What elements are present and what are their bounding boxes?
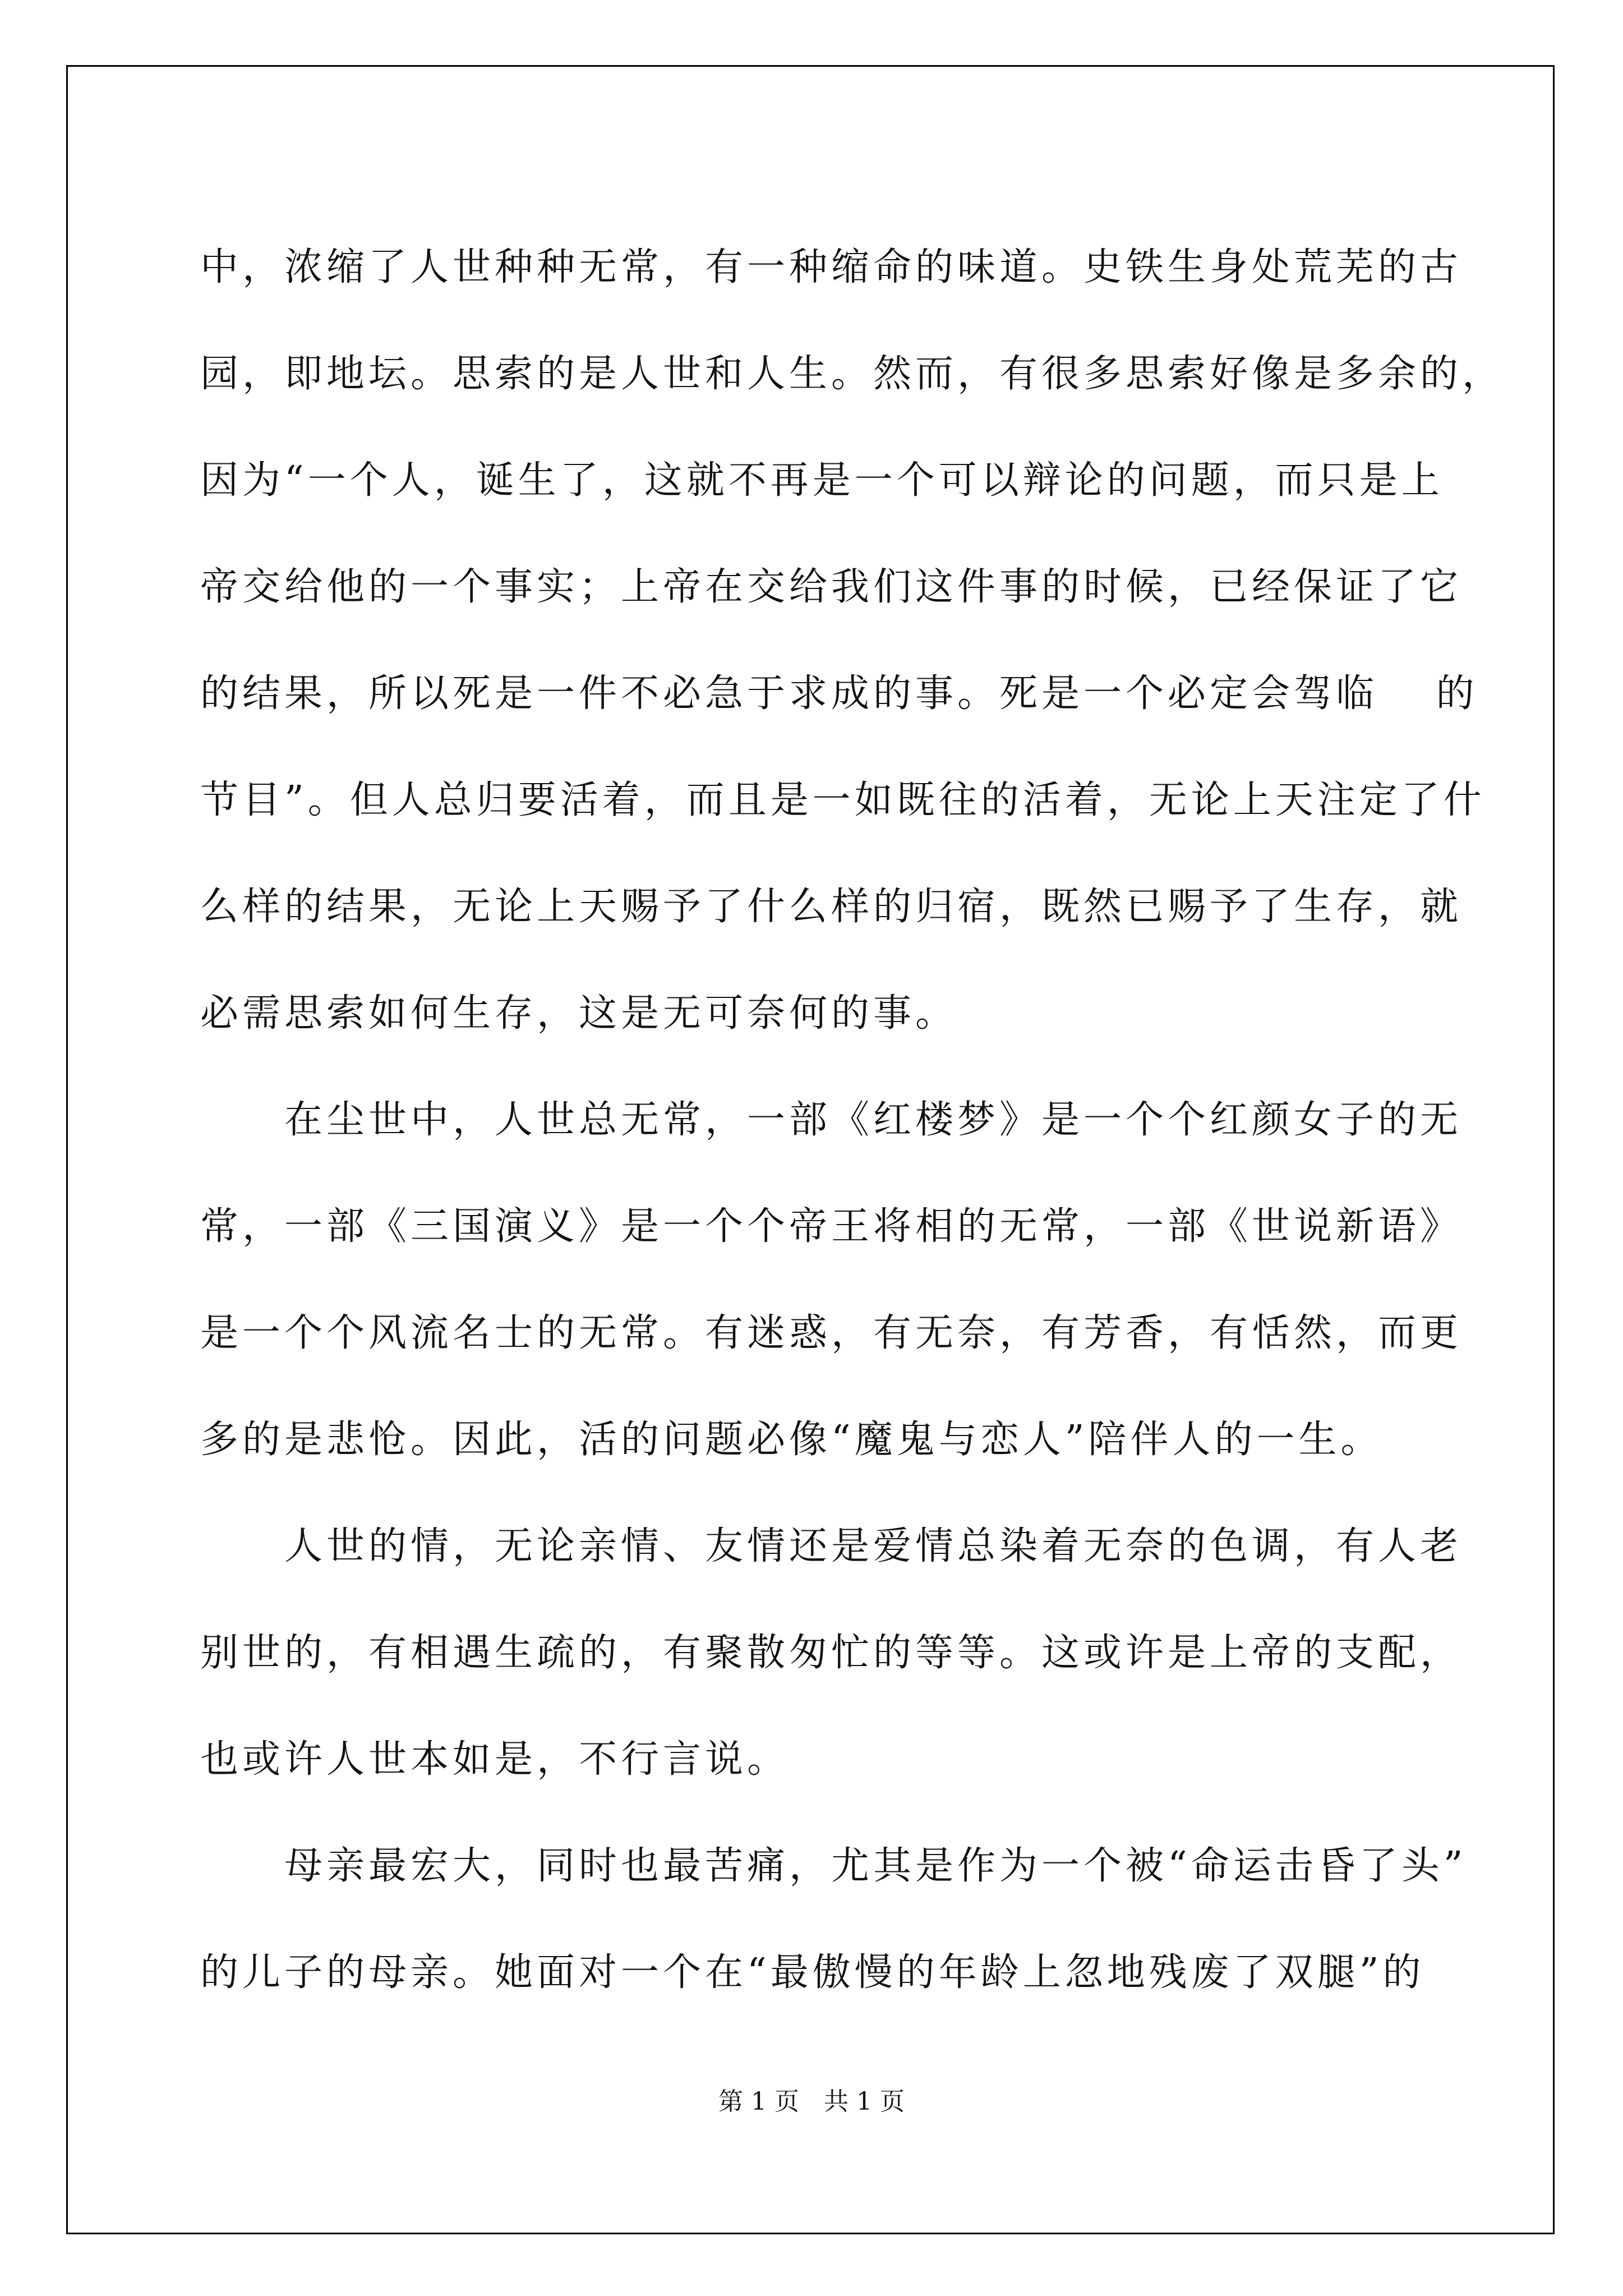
text-line: 帝交给他的一个事实；上帝在交给我们这件事的时候，已经保证了它 [200,565,1463,609]
text-line: 中，浓缩了人世种种无常，有一种缩命的味道。史铁生身处荒芜的古 [200,245,1463,289]
text-line: 因为“一个人，诞生了，这就不再是一个可以辩论的问题，而只是上 [200,458,1444,503]
text-line: 的结果，所以死是一件不必急于求成的事。死是一个必定会驾临 的 [200,671,1478,716]
text-line: 必需思索如何生存，这是无可奈何的事。 [200,991,958,1036]
text-line: 人世的情，无论亲情、友情还是爱情总染着无奈的色调，有人老 [200,1524,1463,1568]
page-number-footer: 第 1 页 共 1 页 [718,2087,905,2116]
paragraph-1 [200,214,1505,1067]
text-line: 在尘世中，人世总无常，一部《红楼梦》是一个个红颜女子的无 [200,1098,1463,1142]
text-line: 母亲最宏大，同时也最苦痛，尤其是作为一个被“命运击昏了头” [200,1844,1467,1888]
paragraph-4 [200,1813,1467,2026]
paragraph-2 [200,1067,1463,1493]
text-line: 么样的结果，无论上天赐予了什么样的归宿，既然已赐予了生存，就 [200,885,1463,929]
text-line: 是一个个风流名士的无常。有迷惑，有无奈，有芳香，有恬然，而更 [200,1311,1463,1355]
text-line: 多的是悲怆。因此，活的问题必像“魔鬼与恋人”陪伴人的一生。 [200,1418,1383,1462]
text-line: 的儿子的母亲。她面对一个在“最傲慢的年龄上忽地残废了双腿”的 [200,1950,1425,1995]
paragraph-3 [200,1493,1463,1813]
text-line: 节目”。但人总归要活着，而且是一如既往的活着，无论上天注定了什 [200,778,1486,822]
text-line: 也或许人世本如是，不行言说。 [200,1737,790,1782]
text-line: 园，即地坛。思索的是人世和人生。然而，有很多思索好像是多余的， [200,352,1505,396]
text-line: 常，一部《三国演义》是一个个帝王将相的无常，一部《世说新语》 [200,1204,1463,1249]
document-body [200,214,1505,2026]
text-line: 别世的，有相遇生疏的，有聚散匆忙的等等。这或许是上帝的支配， [200,1631,1463,1675]
